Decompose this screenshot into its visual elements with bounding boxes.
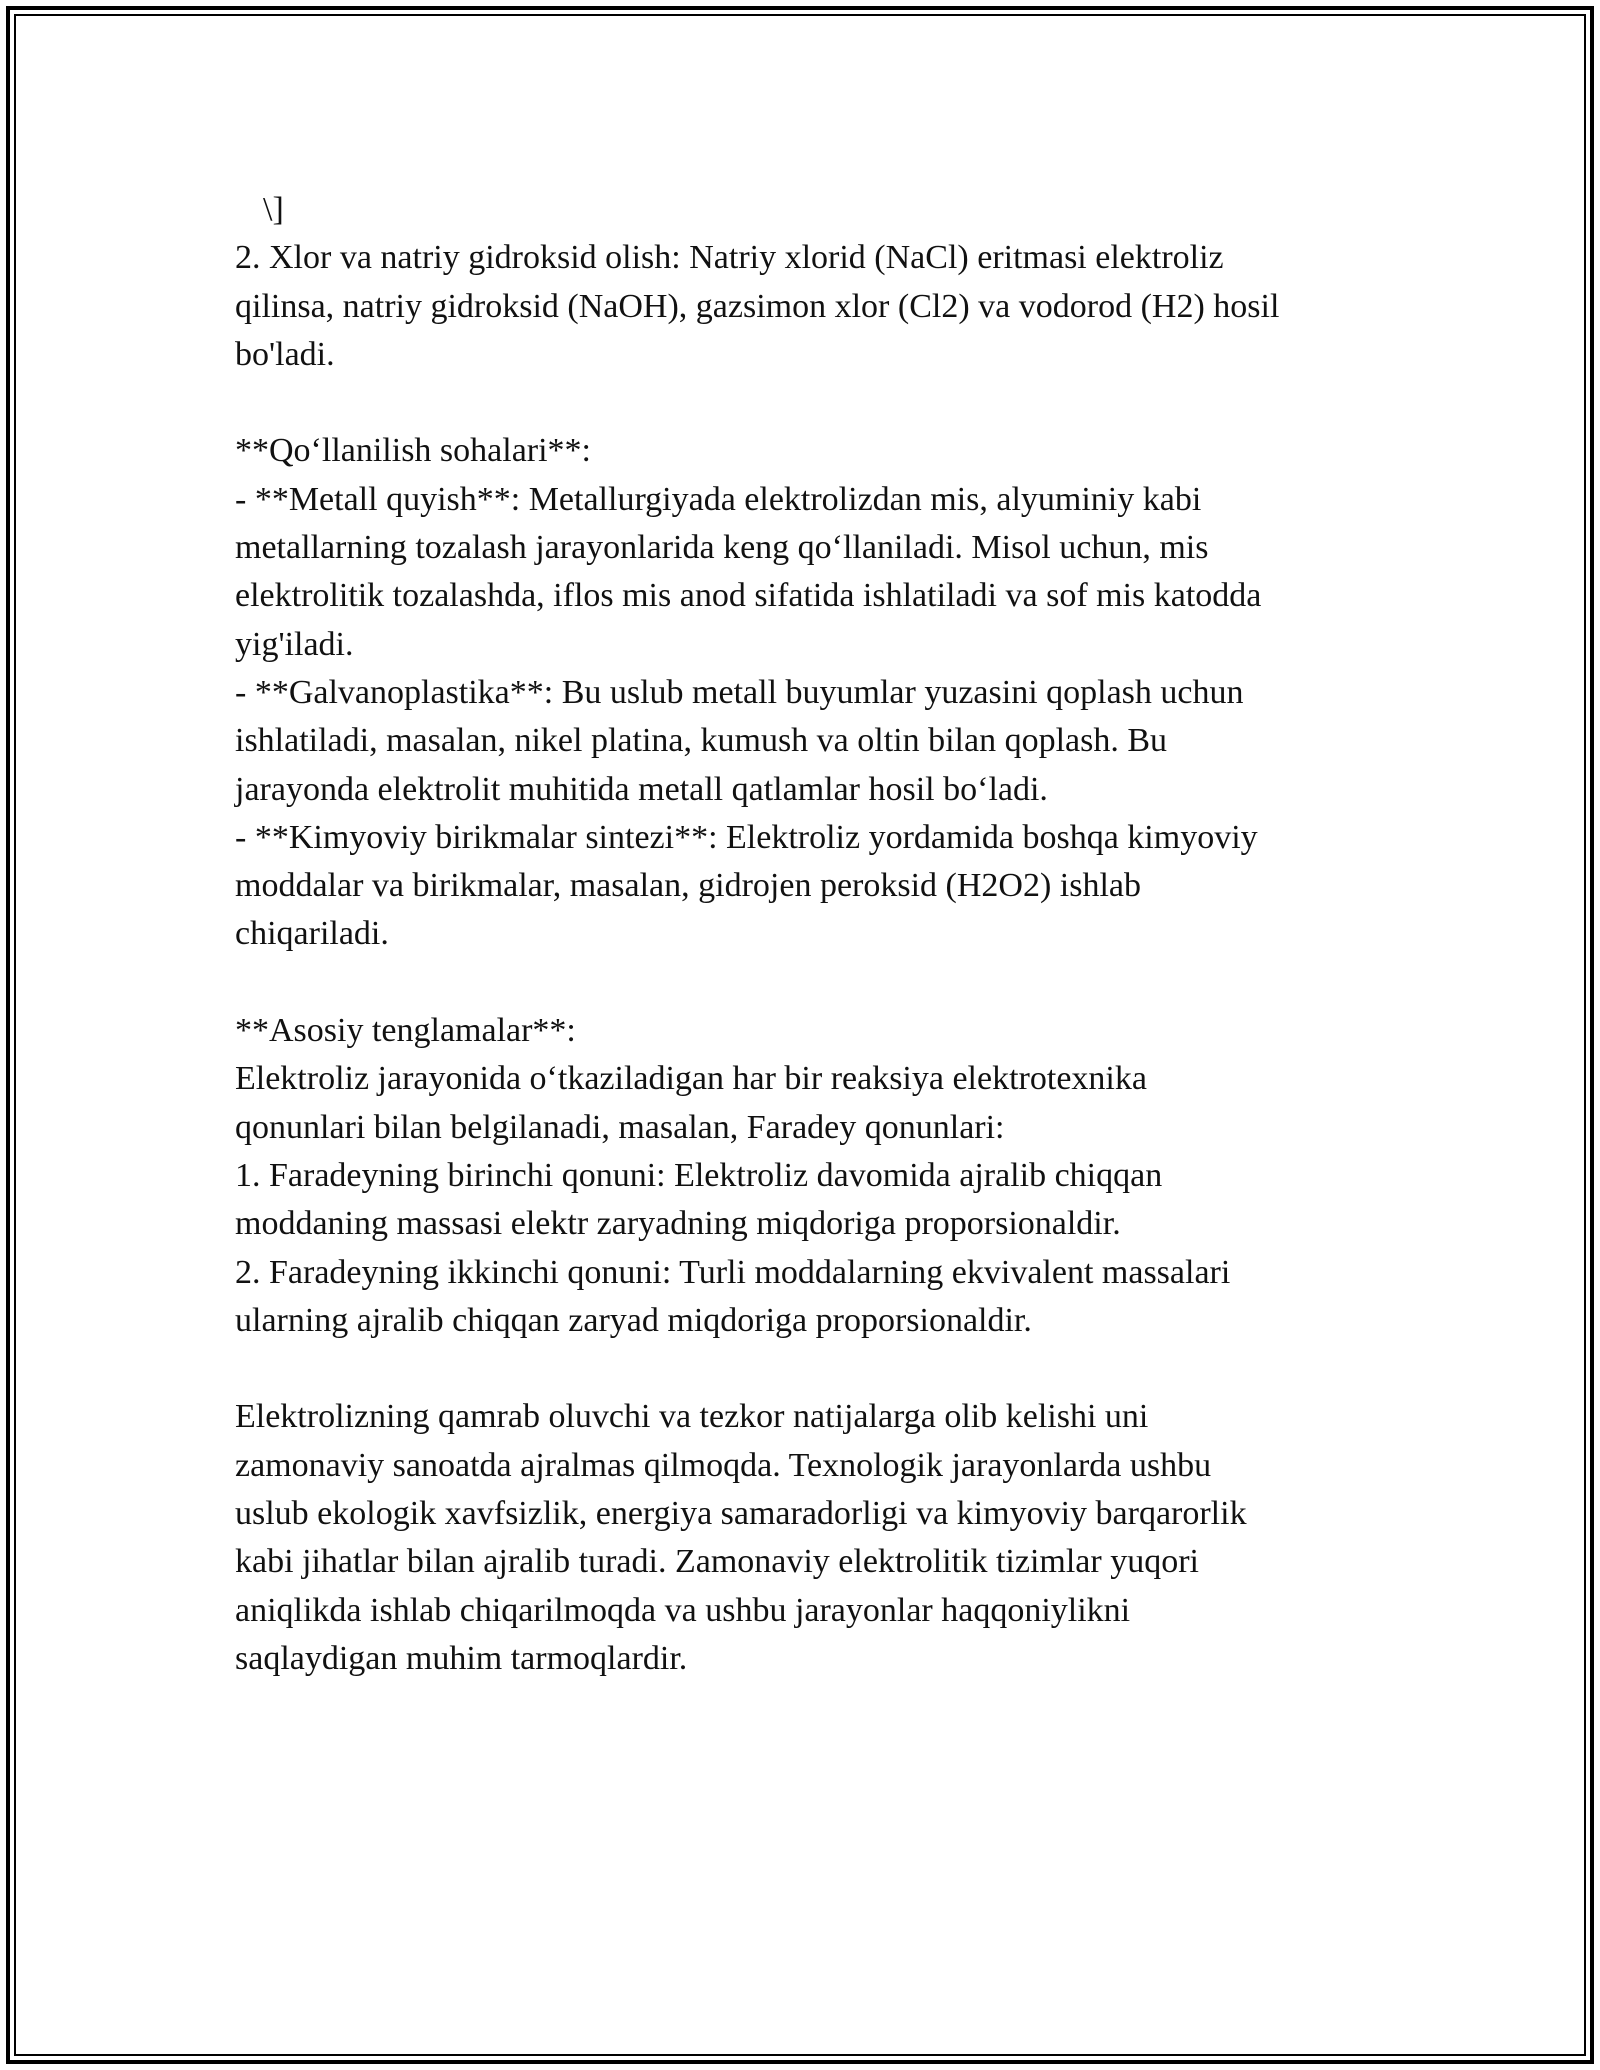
text-line: moddaning massasi elektr zaryadning miqdoriga proporsionaldir. [235,1205,1121,1243]
text-line: aniqlikda ishlab chiqarilmoqda va ushbu jarayonlar haqqoniylikni [235,1591,1131,1629]
text-line: qonunlari bilan belgilanadi, masalan, Faradey qonunlari: [235,1108,1005,1146]
blank-line [235,379,1415,427]
text-line: uslub ekologik xavfsizlik, energiya samaradorligi va kimyoviy barqarorlik [235,1495,1247,1533]
text-line: chiqariladi. [235,915,389,953]
text-line: yig'iladi. [235,625,354,663]
text-line: bo'ladi. [235,335,335,373]
section-heading: **Qo‘llanilish sohalari**: [235,432,592,470]
text-line: - **Galvanoplastika**: Bu uslub metall buyumlar yuzasini qoplash uchun [235,673,1244,711]
text-line: 2. Xlor va natriy gidroksid olish: Natriy xlorid (NaCl) eritmasi elektroliz [235,239,1224,277]
text-line: moddalar va birikmalar, masalan, gidrojen peroksid (H2O2) ishlab [235,867,1141,905]
text-line: - **Kimyoviy birikmalar sintezi**: Elektroliz yordamida boshqa kimyoviy [235,818,1258,856]
text-line: ishlatiladi, masalan, nikel platina, kumush va oltin bilan qoplash. Bu [235,722,1168,760]
text-line: - **Metall quyish**: Metallurgiyada elektrolizdan mis, alyuminiy kabi [235,480,1202,518]
text-line: metallarning tozalash jarayonlarida keng qo‘llaniladi. Misol uchun, mis [235,529,1209,567]
text-line: Elektroliz jarayonida o‘tkaziladigan har bir reaksiya elektrotexnika [235,1060,1147,1098]
text-line: zamonaviy sanoatda ajralmas qilmoqda. Texnologik jarayonlarda ushbu [235,1446,1212,1484]
blank-line [235,959,1415,1007]
text-line: kabi jihatlar bilan ajralib turadi. Zamonaviy elektrolitik tizimlar yuqori [235,1543,1199,1581]
text-line: jarayonda elektrolit muhitida metall qatlamlar hosil bo‘ladi. [235,770,1048,808]
blank-line [235,1345,1415,1393]
text-line: ularning ajralib chiqqan zaryad miqdoriga proporsionaldir. [235,1301,1032,1339]
document-body [235,186,1415,1683]
text-line: elektrolitik tozalashda, iflos mis anod sifatida ishlatiladi va sof mis katodda [235,577,1262,615]
section-heading: **Asosiy tenglamalar**: [235,1012,576,1050]
text-line: saqlaydigan muhim tarmoqlardir. [235,1639,688,1677]
text-line: 2. Faradeyning ikkinchi qonuni: Turli moddalarning ekvivalent massalari [235,1253,1231,1291]
text-line: Elektrolizning qamrab oluvchi va tezkor natijalarga olib kelishi uni [235,1398,1149,1436]
text-line: \] [263,191,284,228]
text-line: 1. Faradeyning birinchi qonuni: Elektroliz davomida ajralib chiqqan [235,1156,1163,1194]
text-line: qilinsa, natriy gidroksid (NaOH), gazsimon xlor (Cl2) va vodorod (H2) hosil [235,287,1280,325]
